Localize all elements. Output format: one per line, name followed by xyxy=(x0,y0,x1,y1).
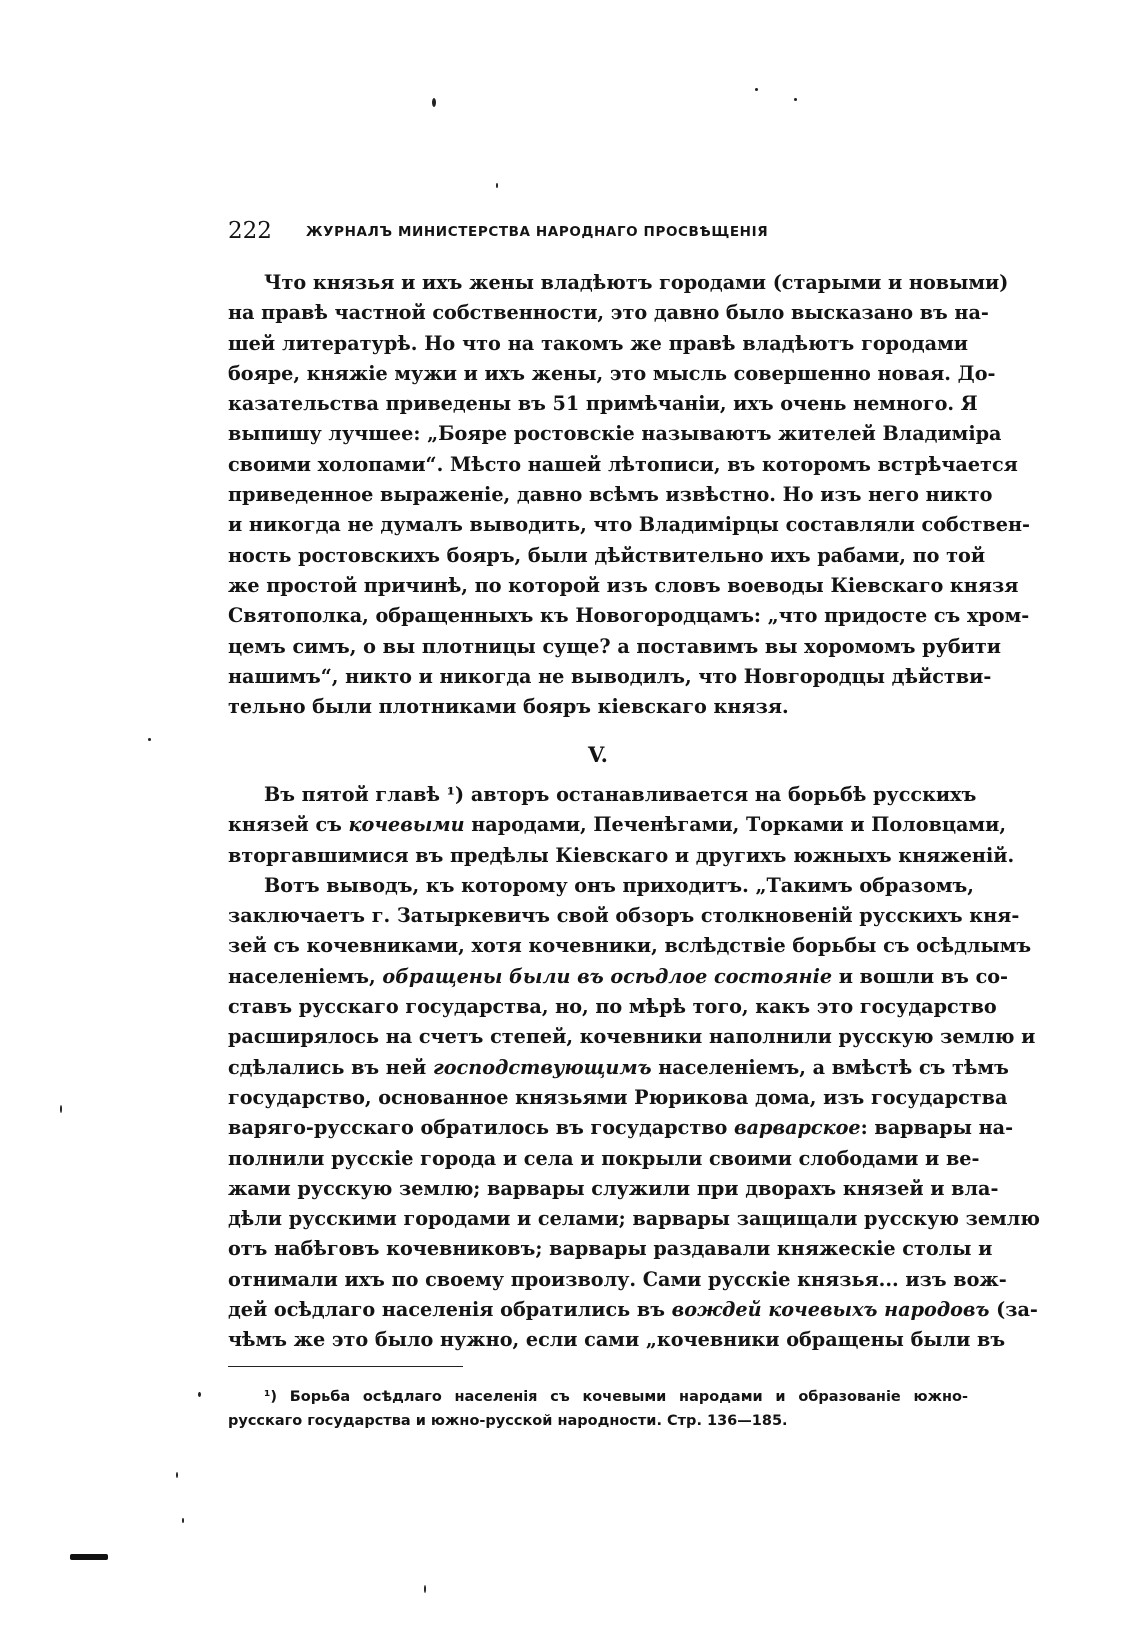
text-line: казательства приведены въ 51 примѣчаніи, ихъ очень немного. Я xyxy=(228,392,978,416)
scan-speck xyxy=(182,1518,184,1523)
scan-speck xyxy=(198,1392,201,1397)
text-line: же простой причинѣ, по которой изъ словъ воеводы Кіевскаго князя xyxy=(228,573,1019,597)
scan-mark xyxy=(70,1554,108,1560)
paragraph-1 xyxy=(228,268,1030,722)
text-run: и вошли въ со- xyxy=(832,964,1009,988)
text-line xyxy=(228,780,977,810)
text-run: населеніемъ, xyxy=(228,964,383,988)
footnote-separator xyxy=(228,1366,463,1367)
page-number: 222 xyxy=(228,218,272,244)
italic-run: обращены были въ осѣдлое состояніе xyxy=(382,964,833,988)
italic-run: варварское xyxy=(734,1116,861,1140)
text-line: нашимъ“, никто и никогда не выводилъ, что Новгородцы дѣйстви- xyxy=(228,664,992,688)
scan-speck xyxy=(60,1105,62,1113)
text-line: бояре, княжіе мужи и ихъ жены, это мысль совершенно новая. До- xyxy=(228,361,996,385)
text-run: зей съ кочевниками, хотя кочевники, вслѣдствіе борьбы съ осѣдлымъ xyxy=(228,934,1032,958)
text-line xyxy=(228,1113,1014,1143)
scan-speck xyxy=(148,738,151,741)
text-run: Въ пятой главѣ ¹) авторъ останавливается на борьбѣ русскихъ xyxy=(264,783,977,806)
text-line xyxy=(228,1053,1009,1083)
text-line xyxy=(228,1144,980,1174)
text-line: русскаго государства и южно-русской народности. Стр. 136—185. xyxy=(228,1413,788,1429)
text-line xyxy=(228,1174,999,1204)
text-run: народами, Печенѣгами, Торками и Половцами, xyxy=(464,813,1007,837)
text-run: чѣмъ же это было нужно, если сами „кочевники обращены были въ xyxy=(228,1328,1006,1352)
scan-speck xyxy=(794,98,797,101)
text-line: ность ростовскихъ бояръ, были дѣйствительно ихъ рабами, по той xyxy=(228,543,986,567)
text-line xyxy=(228,1022,1036,1052)
scan-speck xyxy=(432,98,436,107)
text-run: отъ набѣговъ кочевниковъ; варвары раздавали княжескіе столы и xyxy=(228,1237,993,1261)
text-line: тельно были плотниками бояръ кіевскаго князя. xyxy=(228,695,789,719)
footnote xyxy=(228,1385,968,1433)
text-run: расширялось на счетъ степей, кочевники наполнили русскую землю и xyxy=(228,1025,1036,1049)
text-line xyxy=(228,1204,1040,1234)
text-line xyxy=(228,901,1020,931)
text-run: ставъ русскаго государства, но, по мѣрѣ того, какъ это государство xyxy=(228,995,997,1019)
text-line xyxy=(228,1234,993,1264)
italic-run: господствующимъ xyxy=(432,1055,652,1079)
text-line xyxy=(228,1295,1038,1325)
text-line: ¹) Борьба осѣдлаго населенія съ кочевыми народами и образованіе южно- xyxy=(264,1389,968,1405)
text-line xyxy=(228,810,1007,840)
text-line: и никогда не думалъ выводить, что Владимірцы составляли собствен- xyxy=(228,513,1030,537)
text-line: цемъ симъ, о вы плотницы суще? а поставимъ вы хоромомъ рубити xyxy=(228,634,1001,658)
text-run: князей съ xyxy=(228,813,349,837)
italic-run: кочевыми xyxy=(348,813,465,837)
text-run: отнимали ихъ по своему произволу. Сами русскіе князья... изъ вож- xyxy=(228,1267,1007,1291)
text-run: жами русскую землю; варвары служили при дворахъ князей и вла- xyxy=(228,1176,999,1200)
section-number: V. xyxy=(588,742,608,767)
text-line: выпишу лучшее: „Бояре ростовскіе называютъ жителей Владиміра xyxy=(228,422,1002,446)
page-header xyxy=(228,214,968,248)
text-line xyxy=(228,871,974,901)
scan-speck xyxy=(755,88,758,91)
running-title: ЖУРНАЛЪ МИНИСТЕРСТВА НАРОДНАГО ПРОСВѢЩЕНІЯ xyxy=(306,224,769,240)
paragraph-3 xyxy=(228,871,1040,1356)
text-line xyxy=(228,1325,1006,1355)
text-line: на правѣ частной собственности, это давно было высказано въ на- xyxy=(228,301,989,325)
text-line: приведенное выраженіе, давно всѣмъ извѣстно. Но изъ него никто xyxy=(228,483,993,507)
body-text-section-v xyxy=(228,780,1040,1356)
text-line xyxy=(228,962,1009,992)
text-line xyxy=(228,841,1015,871)
scan-speck xyxy=(496,183,498,188)
text-run: Вотъ выводъ, къ которому онъ приходитъ. „Такимъ образомъ, xyxy=(264,873,974,897)
text-run: государство, основанное князьями Рюрикова дома, изъ государства xyxy=(228,1085,1008,1109)
text-line xyxy=(228,1083,1008,1113)
text-run: заключаетъ г. Затыркевичъ свой обзоръ столкновеній русскихъ кня- xyxy=(228,904,1020,928)
text-run: : варвары на- xyxy=(860,1116,1014,1140)
text-run: сдѣлались въ ней xyxy=(228,1055,433,1079)
text-run: варяго-русскаго обратилось въ государство xyxy=(228,1116,735,1140)
text-line xyxy=(228,992,997,1022)
scan-speck xyxy=(424,1585,426,1593)
text-run: вторгавшимися въ предѣлы Кіевскаго и другихъ южныхъ княженій. xyxy=(228,843,1015,867)
text-line xyxy=(228,931,1032,961)
text-line: шей литературѣ. Но что на такомъ же правѣ владѣютъ городами xyxy=(228,331,968,355)
text-line: Святополка, обращенныхъ къ Новогородцамъ: „что придосте съ хром- xyxy=(228,604,1030,628)
text-run: населеніемъ, а вмѣстѣ съ тѣмъ xyxy=(651,1055,1009,1079)
italic-run: вождей кочевыхъ народовъ xyxy=(671,1298,990,1322)
text-line: Что князья и ихъ жены владѣютъ городами (старыми и новыми) xyxy=(264,271,1009,294)
scan-speck xyxy=(176,1472,178,1478)
text-line xyxy=(228,1265,1007,1295)
paragraph-2 xyxy=(228,780,1015,871)
text-run: дей осѣдлаго населенія обратились въ xyxy=(228,1298,672,1322)
text-run: дѣли русскими городами и селами; варвары защищали русскую землю xyxy=(228,1207,1040,1231)
text-line: своими холопами“. Мѣсто нашей лѣтописи, въ которомъ встрѣчается xyxy=(228,452,1018,476)
text-run: полнили русскіе города и села и покрыли своими слободами и ве- xyxy=(228,1146,980,1170)
text-run: (за- xyxy=(989,1298,1038,1322)
